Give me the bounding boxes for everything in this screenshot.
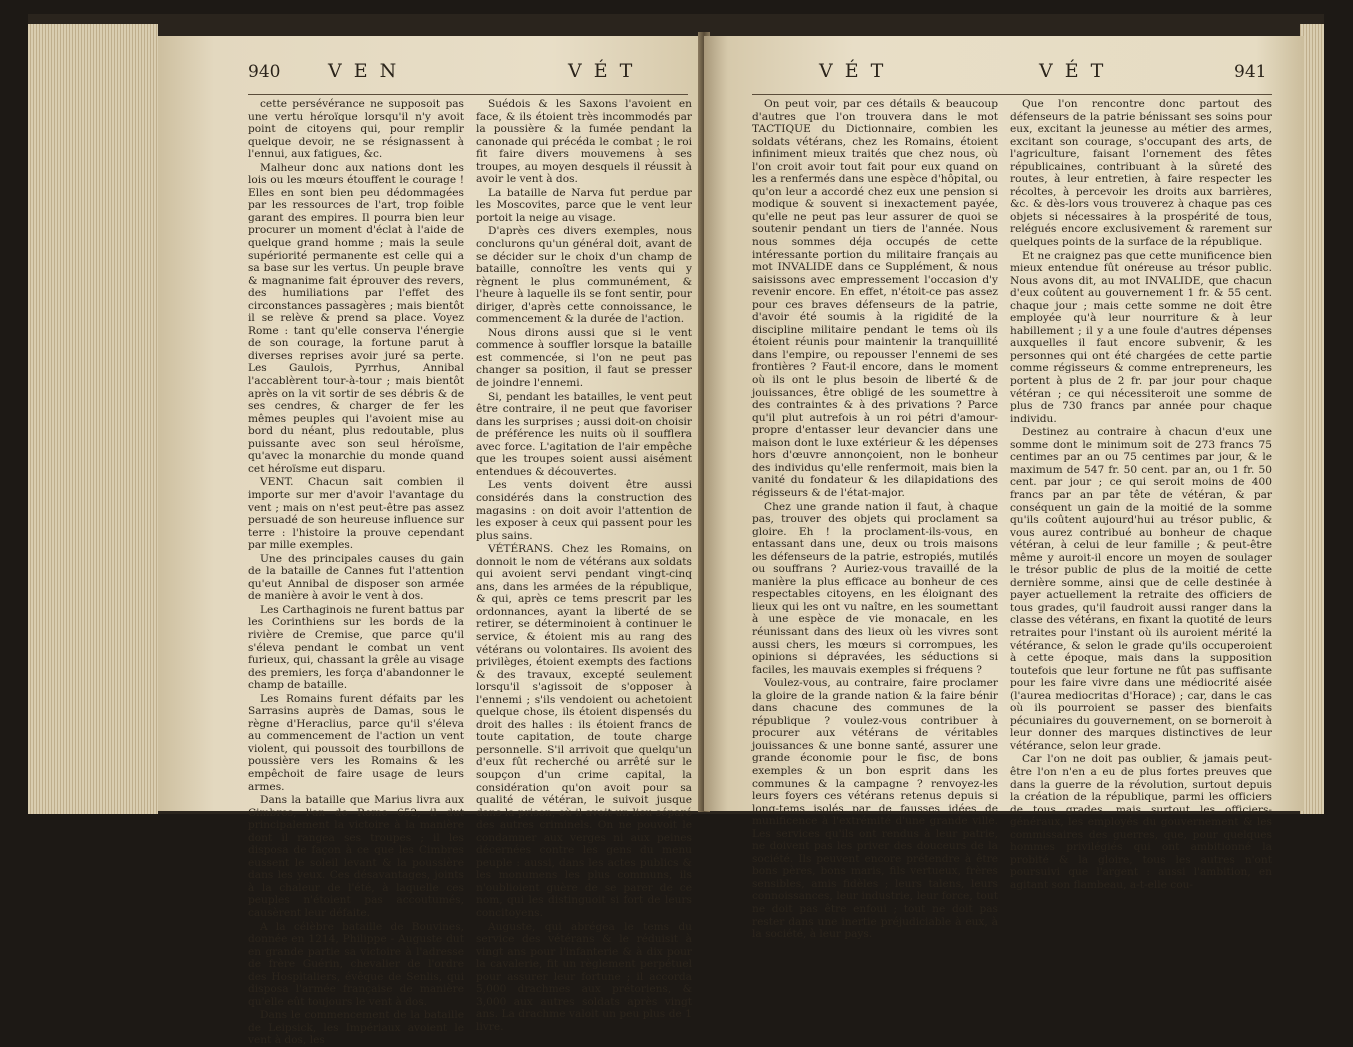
paragraph: Malheur donc aux nations dont les lois ou les mœurs étouffent le courage ! Elles en sont bien peu dédommagées par les ressources de l'art, trop foible garant des empires. Il pourra bien leur procurer un moment d'éclat à l'aide de quelque grand homme ; mais la seule supériorité permanente est celle qui a sa base sur les vertus. Un peuple brave & magnanime fait éprouver des revers, des humiliations par l'effet des circonstances passagères ; mais bientôt il se relève & prend sa place. Voyez Rome : tant qu'elle conserva l'énergie de son courage, la fortune parut à diverses reprises avoir juré sa perte. Les Gaulois, Pyrrhus, Annibal l'accablèrent tour-à-tour ; mais bientôt après on la vit sortir de ses débris & de ses cendres, & charger de fer les mêmes peuples qui l'avoient mise au bord du néant, plus redoutable, plus puissante avec son seul héroïsme, qu'avec la monarchie du monde quand cet héroïsme eut disparu. <box>248 161 464 475</box>
right-running-head-left: V É T <box>819 60 887 82</box>
paragraph: D'après ces divers exemples, nous conclurons qu'un général doit, avant de se décider sur le choix d'un champ de bataille, connoître les vents qui y règnent le plus communément, & l'heure à laquelle ils se font sentir, pour diriger, d'après cette connoissance, le commencement & la durée de l'action. <box>476 225 692 326</box>
paragraph: Suédois & les Saxons l'avoient en face, & ils étoient très incommodés par la poussière & la fumée pendant la canonade qui précéda le combat ; le roi fit faire divers mouvemens à ses troupes, au moyen desquels il réussit à avoir le vent à dos. <box>476 98 692 186</box>
paragraph: Voulez-vous, au contraire, faire proclamer la gloire de la grande nation & la faire bénir dans chacune des communes de la république ? voulez-vous contribuer à procurer aux vétérans de véritables jouissances & une bonne santé, assurer une grande économie pour le fisc, de bons exemples & un bon esprit dans les communes & la campagne ? renvoyez-les leurs foyers ces vétérans retenus depuis si long-tems isolés par de fausses idées de munificence à l'extrémité d'une grande ville. Les services qu'ils ont rendus à leur patrie, ne doivent pas les priver des douceurs de la société. Ils peuvent encore prétendre à être bons pères, bons maris, fils vertueux, frères sensibles, amis fidèles ; leurs talens, leurs connoissances, leur industrie, leur force, tout ne doit pas être enfoui ; tout ne doit pas rester dans une inertie préjudiciable à eux, à la société, à leur pays. <box>752 677 998 941</box>
paragraph: Les Romains furent défaits par les Sarrasins auprès de Damas, sous le règne d'Heraclius, parce qu'il s'éleva au commencement de l'action un vent violent, qui poussoit des tourbillons de poussière vers les Romains & les empêchoit de faire usage de leurs armes. <box>248 692 464 793</box>
paragraph: cette persévérance ne supposoit pas une vertu héroïque lorsqu'il n'y avoit point de citoyens qui, pour remplir quelque devoir, ne se résignassent à l'ennui, aux fatigues, &c. <box>248 98 464 161</box>
page-edges-left <box>28 24 158 814</box>
right-running-head: V É T <box>1039 60 1107 82</box>
paragraph: Dans le commencement de la bataille de Leipsick, les Impériaux avoient le vent à dos, les <box>248 1009 464 1047</box>
right-page <box>704 36 1304 941</box>
paragraph: Les Carthaginois ne furent battus par les Corinthiens sur les bords de la rivière de Cremise, que parce qu'il s'éleva pendant le combat un vent furieux, qui, chassant la grêle au visage des premiers, les força d'abandonner le champ de bataille. <box>248 603 464 692</box>
right-column-1 <box>752 98 998 941</box>
left-page <box>158 36 720 1047</box>
left-page-number: 940 <box>248 62 281 82</box>
header-rule <box>248 94 688 95</box>
right-page-number: 941 <box>1234 62 1267 82</box>
paragraph: On peut voir, par ces détails & beaucoup d'autres que l'on trouvera dans le mot TACTIQUE du Dictionnaire, combien les soldats vétérans, chez les Romains, étoient infiniment mieux traités que chez nous, où l'on croit avoir tout fait pour eux quand on les a renfermés dans une espèce d'hôpital, ou qu'on leur a accordé chez eux une pension si modique & souvent si inexactement payée, qu'elle ne peut pas leur assurer de quoi se soutenir pendant un tiers de l'année. Nous nous sommes déja occupés de cette intéressante portion du militaire français au mot INVALIDE dans ce Supplément, & nous saisissons avec empressement l'occasion d'y revenir encore. En effet, n'étoit-ce pas assez pour ces braves défenseurs de la patrie, d'avoir été soumis à la rigidité de la discipline militaire pendant le tems où ils étoient réunis pour maintenir la tranquillité dans l'empire, ou repousser l'ennemi de ses frontières ? Faut-il encore, dans le moment où ils ont le plus besoin de liberté & de jouissances, être obligé de les soumettre à des contraintes & à des privations ? Parce qu'il plut autrefois à un roi pétri d'amour-propre d'entasser leur devancier dans une maison dont le luxe extérieur & les dépenses hors d'œuvre annonçoient, non le bonheur des individus qu'elle renfermoit, mais bien la vanité du fondateur & les dilapidations des régisseurs & de l'état-major. <box>752 98 998 499</box>
paragraph: Et ne craignez pas que cette munificence bien mieux entendue fût onéreuse au trésor public. Nous avons dit, au mot INVALIDE, que chacun d'eux coûtent au gouvernement 1 fr. & 55 cent. chaque jour ; mais cette somme ne doit être employée qu'à leur nourriture & à leur habillement ; il y a une foule d'autres dépenses auxquelles il faut encore subvenir, & les personnes qui ont été chargées de cette partie comme régisseurs & comme entrepreneurs, les portent à plus de 2 fr. par jour pour chaque vétéran ; ce qui nécessiteroit une somme de plus de 730 francs par année pour chaque individu. <box>1010 249 1272 425</box>
paragraph: A la célèbre bataille de Bouvines, donnée en 1214, Philippe - Auguste dut en grande partie sa victoire à l'adresse de frère Guérin, chevalier de l'ordre des Hospitaliers, évêque de Senlis, qui disposa l'armée française de manière qu'elle eût toujours le vent à dos. <box>248 920 464 1008</box>
paragraph: Dans la bataille que Marius livra aux Cimbres, l'an de Rome 652, il dut principalement la victoire à la manière dont il rangea ses troupes ; il les disposa de façon à ce que les Cimbres eussent le soleil levant & la poussière dans les yeux. Ces désavantages, joints à la chaleur de l'été, à laquelle ces peuples n'étoient pas accoutumés, causèrent leur défaite. <box>248 794 464 919</box>
paragraph: Car l'on ne doit pas oublier, & jamais peut-être l'on n'en a eu de plus fortes preuves que dans la guerre de la révolution, surtout depuis la création de la république, parmi les officiers de tous grades, mais surtout les officiers-généraux, les employés du gouvernement & les commissaires des guerres, que, pour quelques hommes privilégiés qui ont ambitionné la probité & la gloire, tous les autres n'ont poursuivi que l'argent : aussi l'ambition, en agitant son flambeau, a-t-elle cou- <box>1010 753 1272 891</box>
paragraph: VENT. Chacun sait combien il importe sur mer d'avoir l'avantage du vent ; mais on n'est peut-être pas assez persuadé de son heureuse influence sur terre : l'histoire la prouve cependant par mille exemples. <box>248 476 464 552</box>
paragraph: Les vents doivent être aussi considérés dans la construction des magasins : on doit avoir l'attention de les exposer à ceux qui passent pour les plus sains. <box>476 479 692 542</box>
paragraph: La bataille de Narva fut perdue par les Moscovites, parce que le vent leur portoit la neige au visage. <box>476 186 692 224</box>
open-book <box>28 14 1324 1047</box>
header-rule <box>752 94 1272 95</box>
paragraph: Nous dirons aussi que si le vent commence à souffler lorsque la bataille est commencée, si l'on ne peut pas changer sa position, il faut se presser de joindre l'ennemi. <box>476 326 692 390</box>
paragraph: Que l'on rencontre donc partout des défenseurs de la patrie bénissant ses soins pour eux, excitant la jeunesse au métier des armes, excitant son courage, s'occupant des arts, de l'agriculture, faisant l'ornement des fêtes républicaines, contribuant à la sûreté des routes, à leur entretien, à faire respecter les récoltes, à percevoir les droits aux barrières, &c. & dès-lors vous trouverez à chaque pas ces objets si nécessaires à la prospérité de tous, relégués encore exclusivement & rarement sur quelques points de la surface de la république. <box>1010 98 1272 249</box>
paragraph: VÉTÉRANS. Chez les Romains, on donnoit le nom de vétérans aux soldats qui avoient servi pendant vingt-cinq ans, dans les armées de la république, & qui, après ce tems prescrit par les ordonnances, ayant la liberté de se retirer, se déterminoient à continuer le service, & étoient mis au rang des vétérans ou volontaires. Ils avoient des privilèges, étoient exempts des factions & des travaux, excepté seulement lorsqu'il s'agissoit de s'opposer à l'ennemi ; s'ils vendoient ou achetoient quelque chose, ils étoient dispensés du droit des halles : ils étoient francs de toute capitation, de toute charge personnelle. S'il arrivoit que quelqu'un d'eux fût recherché ou arrêté sur le soupçon d'un crime capital, la considération qu'on avoit pour sa qualité de vétéran, le suivoit jusque dans la prison, où il avoit un lieu séparé des autres criminels. On ne pouvoit le condamner aux verges ni aux peines décernées contre les gens du menu peuple : aussi, dans les actes publics & les monumens les plus communs, ils n'oublioient guère de se parer de ce nom, qui les distinguoit si fort de leurs concitoyens. <box>476 543 692 919</box>
left-column-2 <box>476 98 692 1033</box>
paragraph: Chez une grande nation il faut, à chaque pas, trouver des objets qui proclament sa gloire. Eh ! la proclament-ils-vous, en entassant dans une, deux ou trois maisons les défenseurs de la patrie, estropiés, mutilés ou souffrans ? Auriez-vous travaillé de la manière la plus efficace au bonheur de ces respectables citoyens, en les éloignant des lieux qui les ont vu naître, en les soumettant à une espèce de vie monacale, en les réunissant dans des lieux où les vivres sont aussi chers, les mœurs si corrompues, les opinions si dépravées, les séductions si faciles, les mauvais exemples si fréquens ? <box>752 500 998 676</box>
left-running-head-right: V É T <box>568 60 636 82</box>
paragraph: Auguste, qui abrégea le tems du service des vétérans & le réduisit à vingt ans pour l'infanterie & à dix pour la cavalerie, fit un règlement perpétuel pour assurer leur fortune ; il accorda 5,000 drachmes aux prétoriens, & 3,000 aux autres soldats après vingt ans. La drachme valoit un peu plus de 1 livre. <box>476 920 692 1033</box>
left-column-1 <box>248 98 464 1047</box>
left-running-head: V E N <box>328 60 400 82</box>
paragraph: Une des principales causes du gain de la bataille de Cannes fut l'attention qu'eut Annibal de disposer son armée de manière à avoir le vent à dos. <box>248 552 464 603</box>
right-column-2 <box>1010 98 1272 891</box>
paragraph: Destinez au contraire à chacun d'eux une somme dont le minimum soit de 273 francs 75 centimes par an ou 75 centimes par jour, & le maximum de 547 fr. 50 cent. par an, ou 1 fr. 50 cent. par jour ; ce qui seroit moins de 400 francs par an par tête de vétéran, & par conséquent un gain de la moitié de la somme qu'ils coûtent aujourd'hui au trésor public, & vous aurez contribué au bonheur de chaque vétéran, à celui de leur famille ; & peut-être même y auroit-il encore un moyen de soulager le trésor public de plus de la moitié de cette dernière somme, ainsi que de celle destinée à payer actuellement la retraite des officiers de tous grades, qu'il faudroit aussi ranger dans la classe des vétérans, en fixant la quotité de leurs retraites pour l'instant où ils auroient mérité la vétérance, & selon le grade qu'ils occuperoient à cette époque, mais dans la supposition toutefois que leur fortune ne fût pas suffisante pour les faire vivre dans une médiocrité aisée (l'aurea mediocritas d'Horace) ; car, dans le cas où ils pourroient se passer des bienfaits pécuniaires du gouvernement, on se borneroit à leur donner des marques distinctives de leur vétérance, selon leur grade. <box>1010 426 1272 752</box>
paragraph: Si, pendant les batailles, le vent peut être contraire, il ne peut que favoriser dans les surprises ; aussi doit-on choisir de préférence les nuits où il soufflera avec force. L'agitation de l'air empêche que les troupes soient aussi aisément entendues & découvertes. <box>476 390 692 478</box>
